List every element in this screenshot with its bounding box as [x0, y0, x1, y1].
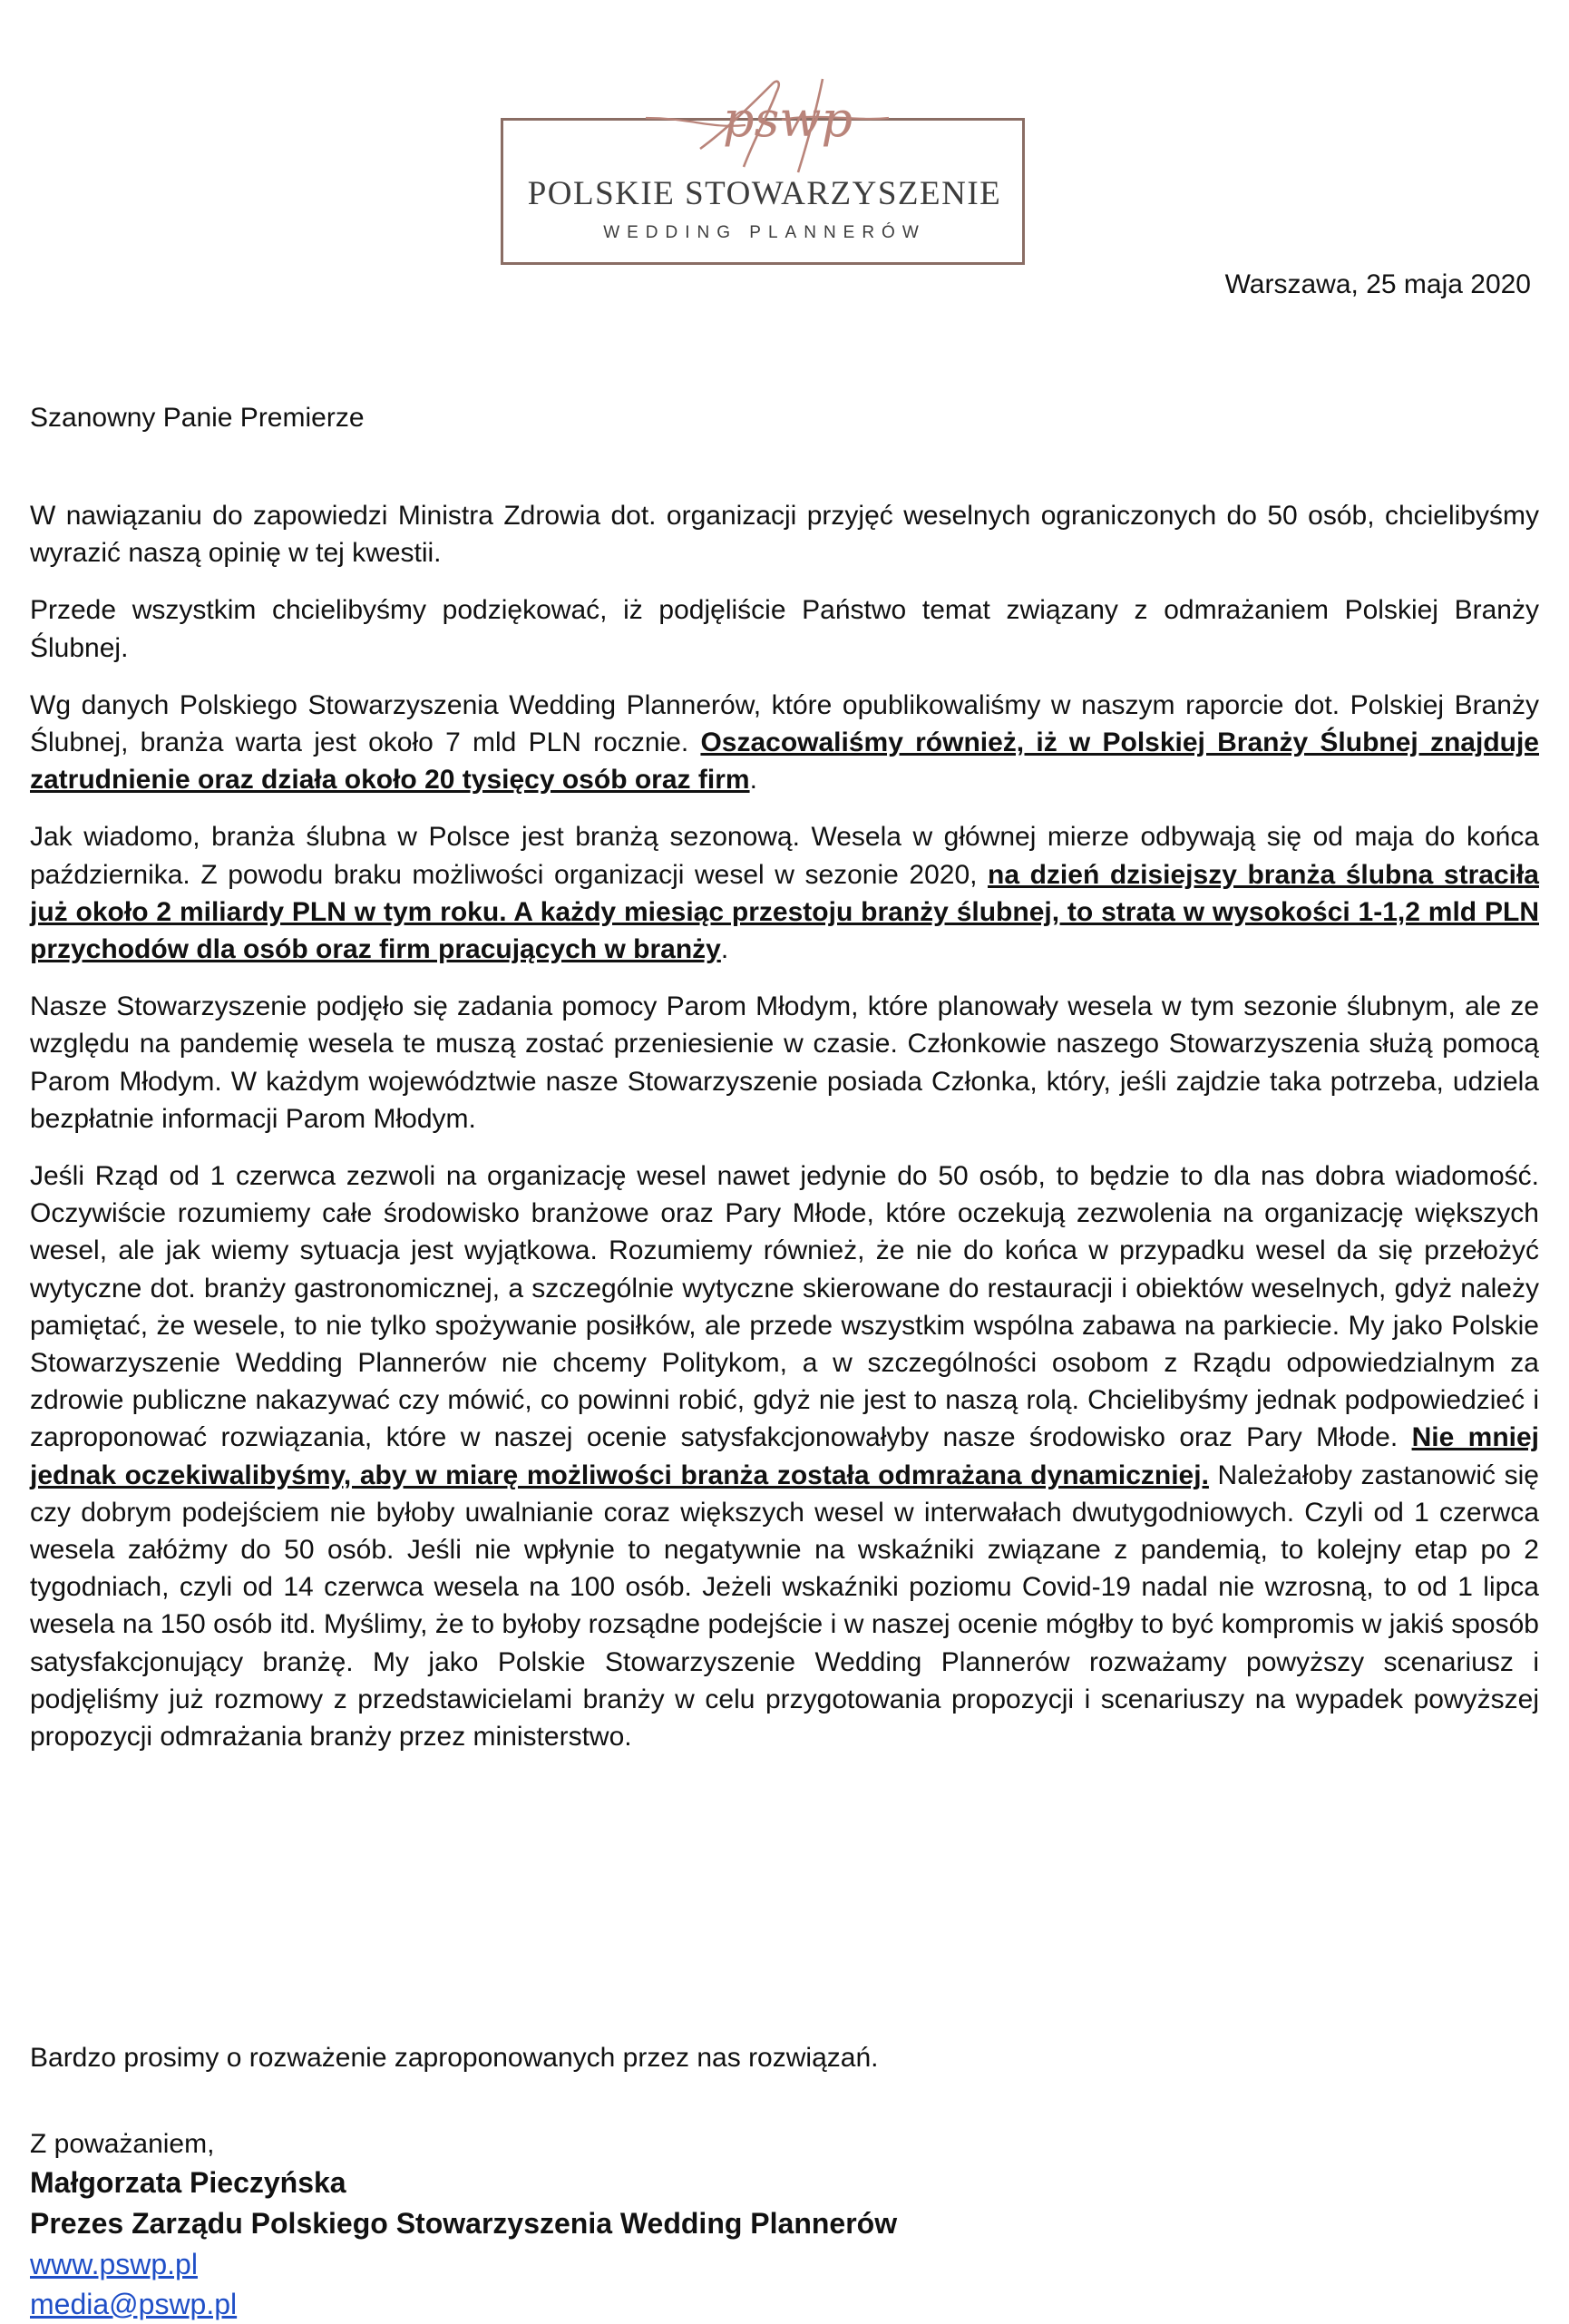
paragraph-text: Wg danych Polskiego Stowarzyszenia Wedding Plannerów, które opublikowaliśmy w naszym raporcie dot. Polskiej Branży Ślubnej, branża warta jest około 7 mld PLN rocznie. [30, 689, 1539, 758]
emphasized-text: Oszacowaliśmy również, iż w Polskiej Branży Ślubnej znajduje zatrudnienie oraz działa około 20 tysięcy osób oraz firm [30, 727, 1539, 796]
emphasized-text: na dzień dzisiejszy branża ślubna straciła już około 2 miliardy PLN w tym roku. A każdy miesiąc przestoju branży ślubnej, to strata w wysokości 1-1,2 mld PLN przychodów dla osób oraz firm pracujących w branży [30, 859, 1539, 965]
body-paragraph [30, 687, 1539, 799]
paragraph-text: Przede wszystkim chcielibyśmy podziękować, iż podjęliście Państwo temat związany z odmrażaniem Polskiej Branży Ślubnej. [30, 595, 1539, 663]
body-paragraph [30, 988, 1539, 1138]
website-link[interactable]: www.pswp.pl [30, 2248, 198, 2280]
signature-block [30, 2125, 897, 2324]
paragraph-text: Jeśli Rząd od 1 czerwca zezwoli na organizację wesel nawet jedynie do 50 osób, to będzie to dla nas dobra wiadomość. Oczywiście rozumiemy całe środowisko branżowe oraz Pary Młode, które oczekują zezwolenia na organizację większych wesel, ale jak wiemy sytuacja jest wyjątkowa. Rozumiemy również, że nie do końca w przypadku wesel da się przełożyć wytyczne dot. branży gastronomicznej, a szczególnie wytyczne skierowane do restauracji i obiektów weselnych, gdyż należy pamiętać, że wesele, to nie tylko spożywanie posiłków, ale przede wszystkim wspólna zabawa na parkiecie. My jako Polskie Stowarzyszenie Wedding Plannerów nie chcemy Politykom, a w szczególności osobom z Rządu odpowiedzialnym za zdrowie publiczne nakazywać czy mówić, co powinni robić, gdyż nie jest to naszą rolą. Chcielibyśmy jednak podpowiedzieć i zaproponować rozwiązania, które w naszej ocenie satysfakcjonowałyby nasze środowisko oraz Pary Młode. [30, 1161, 1539, 1453]
pswp-logo [501, 65, 1028, 270]
signoff: Z poważaniem, [30, 2129, 215, 2159]
paragraph-text: . [720, 934, 729, 965]
paragraph-text: Nasze Stowarzyszenie podjęło się zadania pomocy Parom Młodym, które planowały wesela w tym sezonie ślubnym, ale ze względu na pandemię wesela te muszą zostać przeniesienie w czasie. Członkowie naszego Stowarzyszenia służą pomocą Parom Młodym. W każdym województwie nasze Stowarzyszenie posiada Członka, który, jeśli zajdzie taka potrzeba, udziela bezpłatnie informacji Parom Młodym. [30, 991, 1539, 1134]
paragraph-text: Jak wiadomo, branża ślubna w Polsce jest branżą sezonową. Wesela w głównej mierze odbywają się od maja do końca października. Z powodu braku możliwości organizacji wesel w sezonie 2020, [30, 822, 1539, 890]
body-paragraph [30, 497, 1539, 571]
letter-salutation: Szanowny Panie Premierze [30, 403, 365, 433]
signer-name: Małgorzata Pieczyńska [30, 2166, 346, 2199]
paragraph-text: . [749, 765, 757, 796]
logo-title-line1: POLSKIE STOWARZYSZENIE [527, 175, 1002, 212]
body-paragraph [30, 818, 1539, 968]
emphasized-text: Nie mniej jednak oczekiwalibyśmy, aby w miarę możliwości branża została odmrażana dynamiczniej. [30, 1422, 1539, 1490]
logo-title-line2: WEDDING PLANNERÓW [603, 223, 926, 242]
signer-role: Prezes Zarządu Polskiego Stowarzyszenia Wedding Plannerów [30, 2207, 898, 2240]
paragraph-text: W nawiązaniu do zapowiedzi Ministra Zdrowia dot. organizacji przyjęć weselnych ograniczonych do 50 osób, chcielibyśmy wyrazić naszą opinię w tej kwestii. [30, 501, 1539, 569]
letter-body [30, 497, 1539, 1775]
paragraph-text: Należałoby zastanowić się czy dobrym podejściem nie byłoby uwalnianie coraz większych wesel w interwałach dwutygodniowych. Czyli od 1 czerwca wesela załóżmy do 50 osób. Jeśli nie wpłynie to negatywnie na wskaźniki związane z pandemią, to kolejny etap po 2 tygodniach, czyli od 14 czerwca wesela na 100 osób. Jeżeli wskaźniki poziomu Covid-19 nadal nie wzrosną, to od 1 lipca wesela na 150 osób itd. Myślimy, że to byłoby rozsądne podejście i w naszej ocenie mógłby to być kompromis w jakiś sposób satysfakcjonujący branżę. My jako Polskie Stowarzyszenie Wedding Plannerów rozważamy powyższy scenariusz i podjęliśmy już rozmowy z przedstawicielami branży w celu przygotowania propozycji i scenariuszy na wypadek powyższej propozycji odmrażania branży przez ministerstwo. [30, 1460, 1539, 1753]
letter-date: Warszawa, 25 maja 2020 [1224, 269, 1531, 299]
body-paragraph [30, 1157, 1539, 1755]
body-paragraph [30, 591, 1539, 666]
email-link[interactable]: media@pswp.pl [30, 2288, 238, 2320]
closing-request: Bardzo prosimy o rozważenie zaproponowanych przez nas rozwiązań. [30, 2043, 879, 2073]
logo-script-text: pswp [723, 91, 853, 148]
